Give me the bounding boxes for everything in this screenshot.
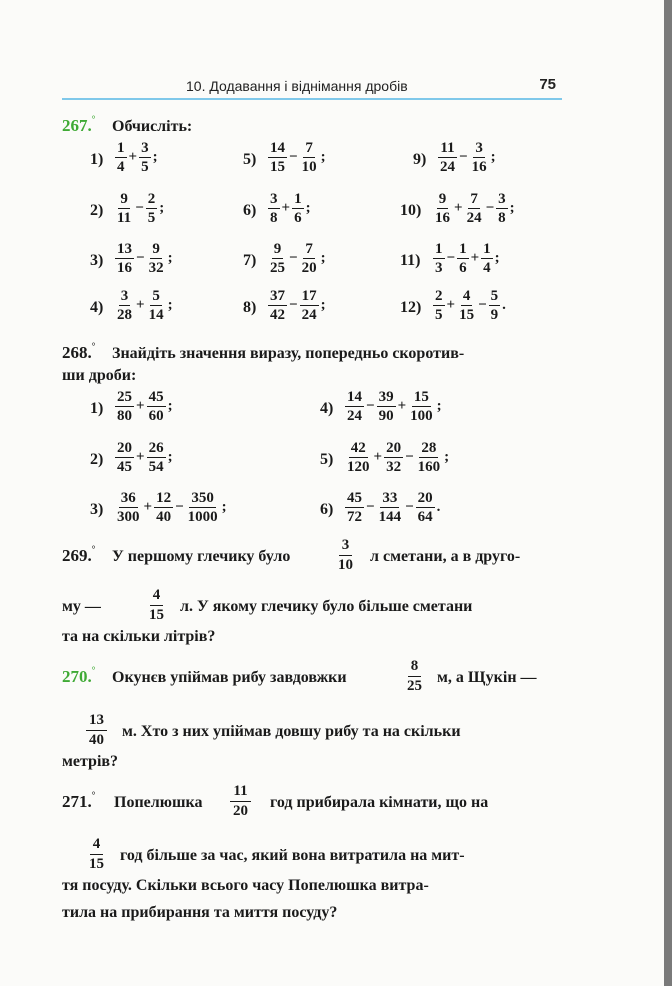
denominator: 80 [117,408,132,424]
denominator: 4 [117,159,125,175]
denominator: 25 [270,260,285,276]
denominator: 16 [117,260,132,276]
denominator: 60 [148,408,164,424]
operator-sign: − [459,149,468,165]
numerator: 42 [350,440,366,456]
ex267-expression-11 [432,241,501,276]
operator-sign: − [478,297,487,313]
numerator: 9 [152,241,160,257]
numerator: 39 [378,389,394,405]
exercise-269-text-1a: У першому глечику було [112,548,291,565]
fraction [147,288,166,323]
denominator: 6 [459,260,467,276]
numerator: 28 [421,440,437,456]
fraction [465,191,484,226]
denominator: 15 [270,159,285,175]
denominator: 11 [117,210,132,226]
numerator: 45 [148,389,164,405]
numerator: 37 [270,288,285,304]
punctuation: ; [167,297,173,313]
numerator: 45 [347,490,362,506]
ex267-expression-6 [267,191,312,226]
fraction [115,288,134,323]
operator-sign: + [136,449,145,465]
ex267-expression-3 [114,241,174,276]
numerator: 1 [459,241,467,257]
ex267-label-8: 8) [243,299,257,316]
fraction [300,241,319,276]
operator-sign: − [136,250,145,266]
operator-sign: − [485,200,495,216]
fraction [384,440,403,475]
ex268-label-5: 5) [320,451,334,468]
ex267-label-9: 9) [413,151,427,168]
exercise-267-task: Обчисліть: [112,118,193,135]
ex268-label-2: 2) [90,451,104,468]
fraction [292,191,304,226]
denominator: 5 [141,159,149,175]
numerator: 7 [305,140,313,156]
fraction [300,288,319,323]
exercise-269-text-3: та на скільки літрів? [62,628,216,645]
exercise-271-text-2b: год більше за час, який вона витратила на мит- [120,847,465,864]
operator-sign: − [289,297,298,313]
denominator: 144 [378,509,402,525]
denominator: 16 [471,159,487,175]
fraction [186,490,220,525]
punctuation: ; [320,149,326,165]
ex268-expression-5 [344,440,450,475]
ex267-expression-5 [267,140,327,175]
fraction [438,140,457,175]
exercise-270-fraction-2: 13 40 [86,712,107,749]
punctuation: ; [159,200,165,216]
exercise-268-task-line-1: Знайдіть значення виразу, попередньо скоротив- [112,345,465,362]
punctuation: ; [320,250,326,266]
ex268-label-4: 4) [320,400,334,417]
numerator: 11 [440,140,455,156]
fraction [268,241,287,276]
denominator: 24 [347,408,362,424]
ex268-expression-1 [114,389,174,424]
numerator: 17 [301,288,317,304]
exercise-271-number: 271.° [62,790,96,811]
fraction [115,140,127,175]
fraction [416,440,443,475]
exercise-270-text-1b: м, а Щукін — [437,669,537,686]
denominator: 32 [148,260,164,276]
operator-sign: + [446,297,456,313]
numerator: 350 [191,490,214,506]
exercise-269-fraction-2: 4 15 [149,587,164,623]
ex268-expression-4 [344,389,443,424]
fraction [154,490,173,525]
fraction [345,440,372,475]
ex268-label-6: 6) [320,501,334,518]
denominator: 40 [156,509,172,525]
exercise-269-text-2b: л. У якому глечику було більше сметани [180,598,473,615]
numerator: 33 [382,490,398,506]
operator-sign: + [128,149,138,165]
fraction [139,140,151,175]
punctuation: ; [221,499,227,515]
punctuation: ; [509,200,515,216]
numerator: 1 [435,241,443,257]
exercise-271-text-4: тила на прибирання та миття посуду? [62,904,338,921]
page-header [62,72,562,100]
numerator: 14 [270,140,285,156]
operator-sign: + [136,398,145,414]
ex267-expression-9 [437,140,497,175]
numerator: 26 [148,440,164,456]
exercise-270-number: 270.° [62,665,96,686]
denominator: 16 [435,210,450,226]
operator-sign: + [470,250,480,266]
ex268-expression-2 [114,440,174,475]
operator-sign: + [136,297,145,313]
ex267-label-4: 4) [90,299,104,316]
operator-sign: + [143,499,153,515]
denominator: 4 [483,260,491,276]
denominator: 64 [417,509,433,525]
numerator: 1 [483,241,491,257]
numerator: 3 [498,191,506,207]
fraction [300,140,319,175]
ex267-expression-12 [432,288,507,323]
ex267-expression-2 [114,191,165,226]
exercise-268-task-line-2: ши дроби: [62,367,137,384]
denominator: 3 [435,260,443,276]
punctuation: ; [167,449,173,465]
denominator: 8 [270,210,278,226]
punctuation: ; [152,149,158,165]
punctuation: ; [167,250,173,266]
fraction [268,191,280,226]
numerator: 1 [117,140,125,156]
exercise-269-number: 269.° [62,544,96,565]
fraction [377,389,396,424]
operator-sign: − [366,499,375,515]
exercise-271-text-1a: Попелюшка [114,794,203,811]
numerator: 3 [141,140,149,156]
exercise-269-text-1b: л сметани, а в друго- [370,548,521,565]
ex268-expression-6 [344,490,441,525]
fraction [115,191,133,226]
numerator: 7 [305,241,313,257]
numerator: 3 [270,191,278,207]
numerator: 3 [120,288,129,304]
fraction [115,490,142,525]
numerator: 1 [294,191,302,207]
fraction [433,288,445,323]
denominator: 120 [347,459,370,475]
denominator: 300 [117,509,140,525]
exercise-270-text-3: метрів? [62,753,119,770]
numerator: 12 [156,490,172,506]
operator-sign: + [454,200,463,216]
fraction [146,191,158,226]
denominator: 24 [301,307,317,323]
denominator: 10 [301,159,317,175]
fraction [268,288,287,323]
exercise-271-fraction-2: 4 15 [89,836,104,872]
denominator: 28 [117,307,132,323]
denominator: 20 [301,260,317,276]
fraction [481,241,493,276]
page-number: 75 [539,76,556,93]
denominator: 15 [459,307,475,323]
denominator: 1000 [187,509,218,525]
ex268-expression-3 [114,490,228,525]
denominator: 45 [117,459,132,475]
numerator: 15 [413,389,429,405]
denominator: 24 [466,210,482,226]
ex267-label-7: 7) [243,252,257,269]
operator-sign: − [289,149,298,165]
denominator: 8 [498,210,506,226]
numerator: 25 [117,389,132,405]
numerator: 5 [152,288,160,304]
fraction [416,490,435,525]
ex268-label-3: 3) [90,501,104,518]
numerator: 20 [417,490,433,506]
denominator: 160 [417,459,441,475]
fraction [147,389,166,424]
fraction [147,440,166,475]
numerator: 20 [117,440,132,456]
ex267-label-5: 5) [243,151,257,168]
ex267-expression-10 [432,191,516,226]
fraction [470,140,489,175]
ex267-label-2: 2) [90,202,104,219]
ex267-label-6: 6) [243,202,257,219]
operator-sign: − [135,200,144,216]
ex267-expression-1 [114,140,159,175]
numerator: 36 [120,490,136,506]
denominator: 24 [440,159,455,175]
ex267-expression-8 [267,288,327,323]
operator-sign: − [446,250,456,266]
denominator: 14 [148,307,164,323]
fraction [268,140,287,175]
fraction [115,241,134,276]
operator-sign: − [366,398,375,414]
numerator: 2 [147,191,156,207]
punctuation: ; [444,449,450,465]
fraction [408,389,435,424]
fraction [433,241,445,276]
operator-sign: − [405,499,414,515]
operator-sign: − [175,499,184,515]
ex267-expression-7 [267,241,327,276]
exercise-270-fraction-1: 8 25 [407,658,422,694]
denominator: 90 [378,408,394,424]
exercise-267-number: 267.° [62,114,96,135]
exercise-271-text-1b: год прибирала кімнати, що на [270,794,489,811]
fraction [115,389,134,424]
exercise-270-text-2b: м. Хто з них упіймав довшу рибу та на скільки [122,723,461,740]
fraction [496,191,508,226]
exercise-270-text-1a: Окунєв упіймав рибу завдовжки [112,669,347,686]
denominator: 72 [347,509,362,525]
numerator: 13 [117,241,132,257]
numerator: 5 [490,288,499,304]
operator-sign: − [405,449,414,465]
numerator: 3 [475,140,483,156]
ex267-label-11: 11) [400,252,421,269]
operator-sign: + [397,398,407,414]
fraction [457,241,469,276]
numerator: 7 [470,191,478,207]
ex267-label-3: 3) [90,252,104,269]
exercise-271-text-3: тя посуду. Скільки всього часу Попелюшка витра- [62,877,429,894]
punctuation: . [502,297,506,313]
punctuation: ; [436,398,442,414]
denominator: 6 [294,210,302,226]
denominator: 9 [490,307,499,323]
numerator: 20 [386,440,402,456]
ex268-label-1: 1) [90,400,104,417]
operator-sign: − [289,250,298,266]
numerator: 9 [120,191,128,207]
numerator: 4 [462,288,471,304]
denominator: 100 [410,408,433,424]
denominator: 32 [386,459,402,475]
exercise-268-number: 268.° [62,341,96,362]
denominator: 54 [148,459,164,475]
exercise-269-fraction-1: 3 10 [338,537,353,573]
fraction [489,288,501,323]
punctuation: ; [494,250,500,266]
numerator: 2 [435,288,443,304]
numerator: 9 [273,241,282,257]
punctuation: ; [320,297,326,313]
fraction [345,490,364,525]
punctuation: . [436,499,441,515]
numerator: 9 [438,191,447,207]
fraction [147,241,166,276]
fraction [433,191,452,226]
ex267-label-1: 1) [90,151,104,168]
numerator: 14 [347,389,362,405]
ex267-label-12: 12) [400,299,422,316]
exercise-269-text-2a: му — [62,598,101,615]
exercise-271-fraction-1: 11 20 [230,783,251,820]
denominator: 5 [147,210,156,226]
denominator: 42 [270,307,285,323]
operator-sign: + [281,200,291,216]
ex267-label-10: 10) [400,202,422,219]
punctuation: ; [305,200,311,216]
ex267-expression-4 [114,288,174,323]
fraction [345,389,364,424]
fraction [377,490,404,525]
chapter-title: 10. Додавання і віднімання дробів [186,78,408,94]
operator-sign: + [373,449,383,465]
fraction [115,440,134,475]
denominator: 5 [435,307,443,323]
punctuation: ; [167,398,173,414]
fraction [457,288,476,323]
punctuation: ; [490,149,496,165]
